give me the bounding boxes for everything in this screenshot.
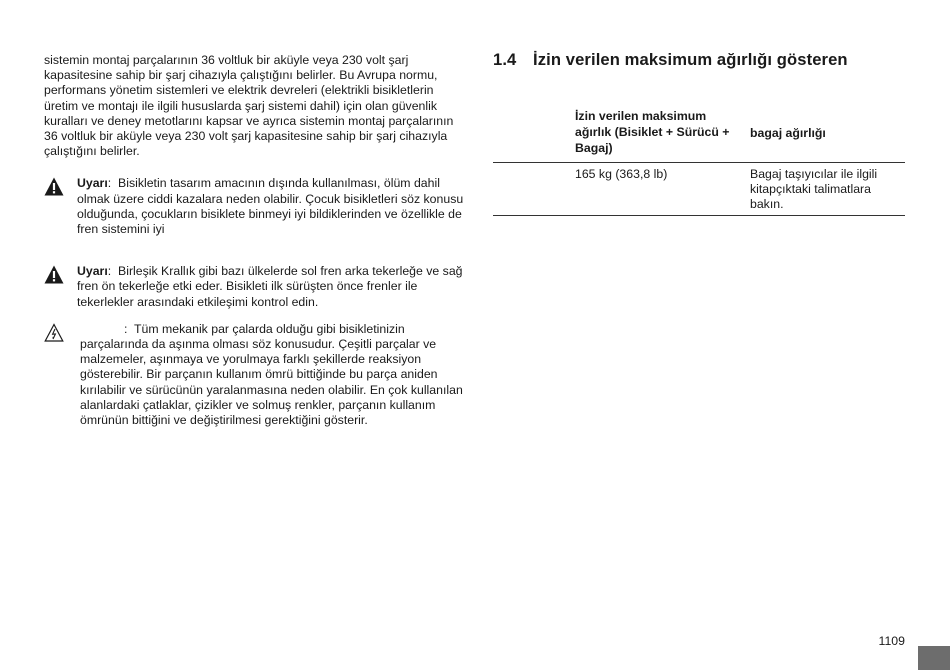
warning-block-brakes: Uyarı: Birleşik Krallık gibi bazı ülkelerde sol fren arka tekerleğe ve sağ fren ön tekerleğe etki eder. Bisikleti ilk sürüşten önce frenler ile tekerlekler arasındaki etkileşimi kontrol edin.	[44, 264, 464, 310]
table-header-luggage-weight: bagaj ağırlığı	[750, 126, 826, 140]
warning-block-wear: : Tüm mekanik par çalarda olduğu gibi bisikletinizin parçalarında da aşınma olması söz konusudur. Çeşitli parçalar ve malzemeler, aşınmaya ve yorulmaya farklı şekillerde reaksiyon gösterebilir. Bir parçanın kullanım ömrü bittiğinde bu parça aniden kırılabilir ve sürücünün yaralanmasına neden olabilir. En çok kullanılan alanlardaki çatlaklar, çizikler ve solmuş renkler, parçanın kullanım ömrünün bittiğini ve değiştirilmesi gerektiğini gösterir.	[44, 322, 464, 428]
section-heading	[493, 50, 848, 70]
warning-exclamation-icon	[44, 265, 64, 284]
max-weight-table	[493, 108, 905, 216]
warning-electric-icon	[44, 323, 64, 342]
table-header-row	[493, 108, 905, 163]
section-title: İzin verilen maksimum ağırlığı gösteren	[533, 50, 848, 69]
warning-text: Birleşik Krallık gibi bazı ülkelerde sol fren arka tekerleğe ve sağ fren ön tekerleğe etki eder. Bisikleti ilk sürüşten önce frenler ile tekerlekler arasındaki etkileşimi kontrol edin.	[77, 264, 463, 309]
warning-text: Tüm mekanik par çalarda olduğu gibi bisikletinizin parçalarında da aşınma olması söz konusudur. Çeşitli parçalar ve malzemeler, aşınmaya ve yorulmaya farklı şekillerde reaksiyon gösterebilir. Bir parçanın kullanım ömrü bittiğinde bu parça aniden kırılabilir ve sürücünün yaralanmasına neden olabilir. En çok kullanılan alanlardaki çatlaklar, çizikler ve solmuş renkler, parçanın kullanım ömrünün bittiğini ve değiştirilmesi gerektiğini gösterir.	[80, 321, 463, 428]
warning-exclamation-icon	[44, 177, 64, 196]
section-number: 1.4	[493, 50, 517, 69]
table-row	[493, 163, 905, 216]
table-cell-max-weight: 165 kg (363,8 lb)	[575, 167, 668, 181]
left-column	[44, 53, 464, 428]
warning-block-misuse: Uyarı: Bisikletin tasarım amacının dışında kullanılması, ölüm dahil olmak üzere ciddi kazalara neden olabilir. Çocuk bisikletleri söz konusu olduğunda, çocukların bisiklete binmeyi iyi bildiklerinden ve özellikle de fren sistemini iyi	[44, 176, 464, 237]
table-cell-luggage-weight: Bagaj taşıyıcılar ile ilgili kitapçıktaki talimatlara bakın.	[750, 167, 878, 212]
intro-paragraph: sistemin montaj parçalarının 36 voltluk bir aküyle veya 230 volt şarj kapasitesine sahip bir şarj cihazıyla çalıştığını belirler. Bu Avrupa normu, performans yönetim sistemleri ve elektrik devreleri (elektrikli bisikletlerin üretim ve montajı ile ilgili hususlarda şarj sistemi dahil) için olan güvenlik kuralları ve deney metotlarını kapsar ve ayrıca sistemin montaj parçalarının 36 voltluk bir aküyle veya 230 volt şarj kapasitesine sahip bir şarj cihazıyla çalıştığını belirler.	[44, 53, 454, 159]
warning-label: Uyarı	[77, 176, 108, 191]
warning-text: Bisikletin tasarım amacının dışında kullanılması, ölüm dahil olmak üzere ciddi kazalara neden olabilir. Çocuk bisikletleri söz konusu olduğunda, çocukların bisiklete binmeyi iyi bildiklerinden ve özellikle de fren sistemini iyi	[77, 176, 464, 237]
page-edge-tab	[918, 646, 950, 670]
warning-label: Uyarı	[77, 264, 108, 279]
table-header-max-weight: İzin verilen maksimum ağırlık (Bisiklet + Sürücü + Bagaj)	[575, 109, 730, 155]
page-number: 1109	[878, 634, 905, 648]
